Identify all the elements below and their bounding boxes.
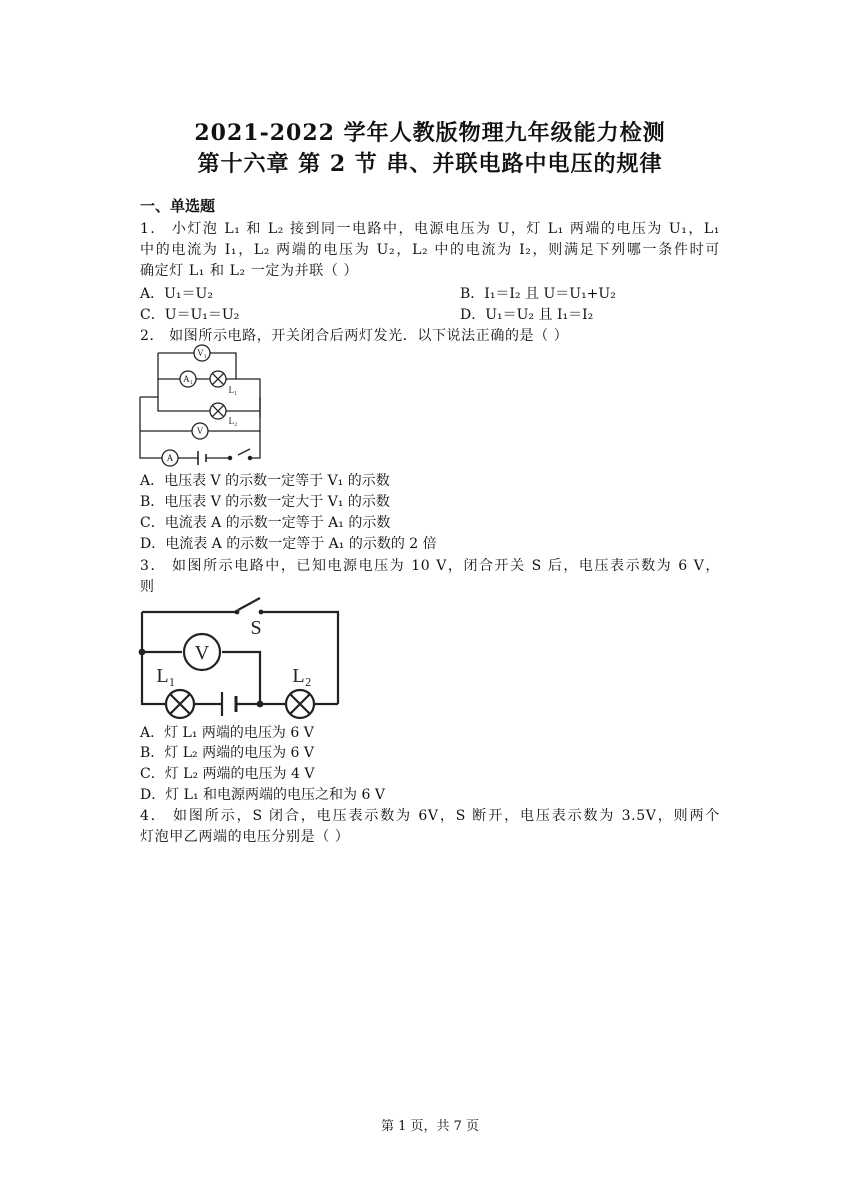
q3-option-b: B．灯 L₂ 两端的电压为 6 V (140, 745, 315, 761)
q1-stem-line3: 确定灯 L₁ 和 L₂ 一定为并联（ ） (140, 263, 359, 279)
q2-v1-label: V₁ (197, 348, 207, 358)
q2-option-b: B．电压表 V 的示数一定大于 V₁ 的示数 (140, 494, 390, 510)
q2-l2-label: L₂ (228, 416, 238, 426)
q2-option-d: D．电流表 A 的示数一定等于 A₁ 的示数的 2 倍 (140, 536, 437, 552)
q3-l1-label: L₁ (156, 665, 176, 687)
q1-option-c: C．U＝U₁＝U₂ (140, 307, 240, 323)
document-title: 2021-2022 学年人教版物理九年级能力检测 (194, 120, 666, 146)
q3-stem-line2: 则 (140, 579, 155, 595)
q3-circuit-diagram (138, 596, 343, 721)
q1-option-d: D．U₁＝U₂ 且 I₁＝I₂ (460, 307, 594, 323)
q3-stem-line1: 3． 如图所示电路中，已知电源电压为 10 V，闭合开关 S 后，电压表示数为 6 V， (140, 558, 720, 574)
q1-stem-line1: 1． 小灯泡 L₁ 和 L₂ 接到同一电路中，电源电压为 U，灯 L₁ 两端的电压为 U₁，L₁ (140, 221, 720, 237)
q2-a1-label: A₁ (183, 374, 193, 384)
section-heading: 一、单选题 (140, 197, 216, 215)
q1-option-a: A．U₁＝U₂ (140, 286, 213, 302)
q1-stem-line2: 中的电流为 I₁，L₂ 两端的电压为 U₂，L₂ 中的电流为 I₂，则满足下列哪一条件时可 (140, 242, 720, 258)
q4-stem-line2: 灯泡甲乙两端的电压分别是（ ） (140, 829, 350, 845)
q3-v-label: V (194, 642, 210, 664)
q2-l1-label: L₁ (228, 385, 238, 395)
document-subtitle: 第十六章 第 2 节 串、并联电路中电压的规律 (197, 151, 663, 177)
q3-l2-label: L₂ (292, 665, 312, 687)
q3-option-d: D．灯 L₁ 和电源两端的电压之和为 6 V (140, 787, 385, 803)
q1-option-b: B．I₁＝I₂ 且 U＝U₁+U₂ (460, 286, 616, 302)
q3-switch-label: S (250, 617, 262, 639)
q2-circuit-diagram (138, 345, 268, 470)
q3-option-c: C．灯 L₂ 两端的电压为 4 V (140, 766, 315, 782)
q2-a-label: A (166, 453, 174, 463)
q2-option-a: A．电压表 V 的示数一定等于 V₁ 的示数 (140, 473, 390, 489)
q2-option-c: C．电流表 A 的示数一定等于 A₁ 的示数 (140, 515, 391, 531)
q4-stem-line1: 4． 如图所示，S 闭合，电压表示数为 6V，S 断开，电压表示数为 3.5V，则两个 (140, 808, 720, 824)
q2-v-label: V (196, 426, 204, 436)
q2-stem: 2． 如图所示电路，开关闭合后两灯发光．以下说法正确的是（ ） (140, 328, 569, 344)
page-footer: 第 1 页，共 7 页 (380, 1119, 480, 1134)
q3-option-a: A．灯 L₁ 两端的电压为 6 V (140, 725, 314, 741)
